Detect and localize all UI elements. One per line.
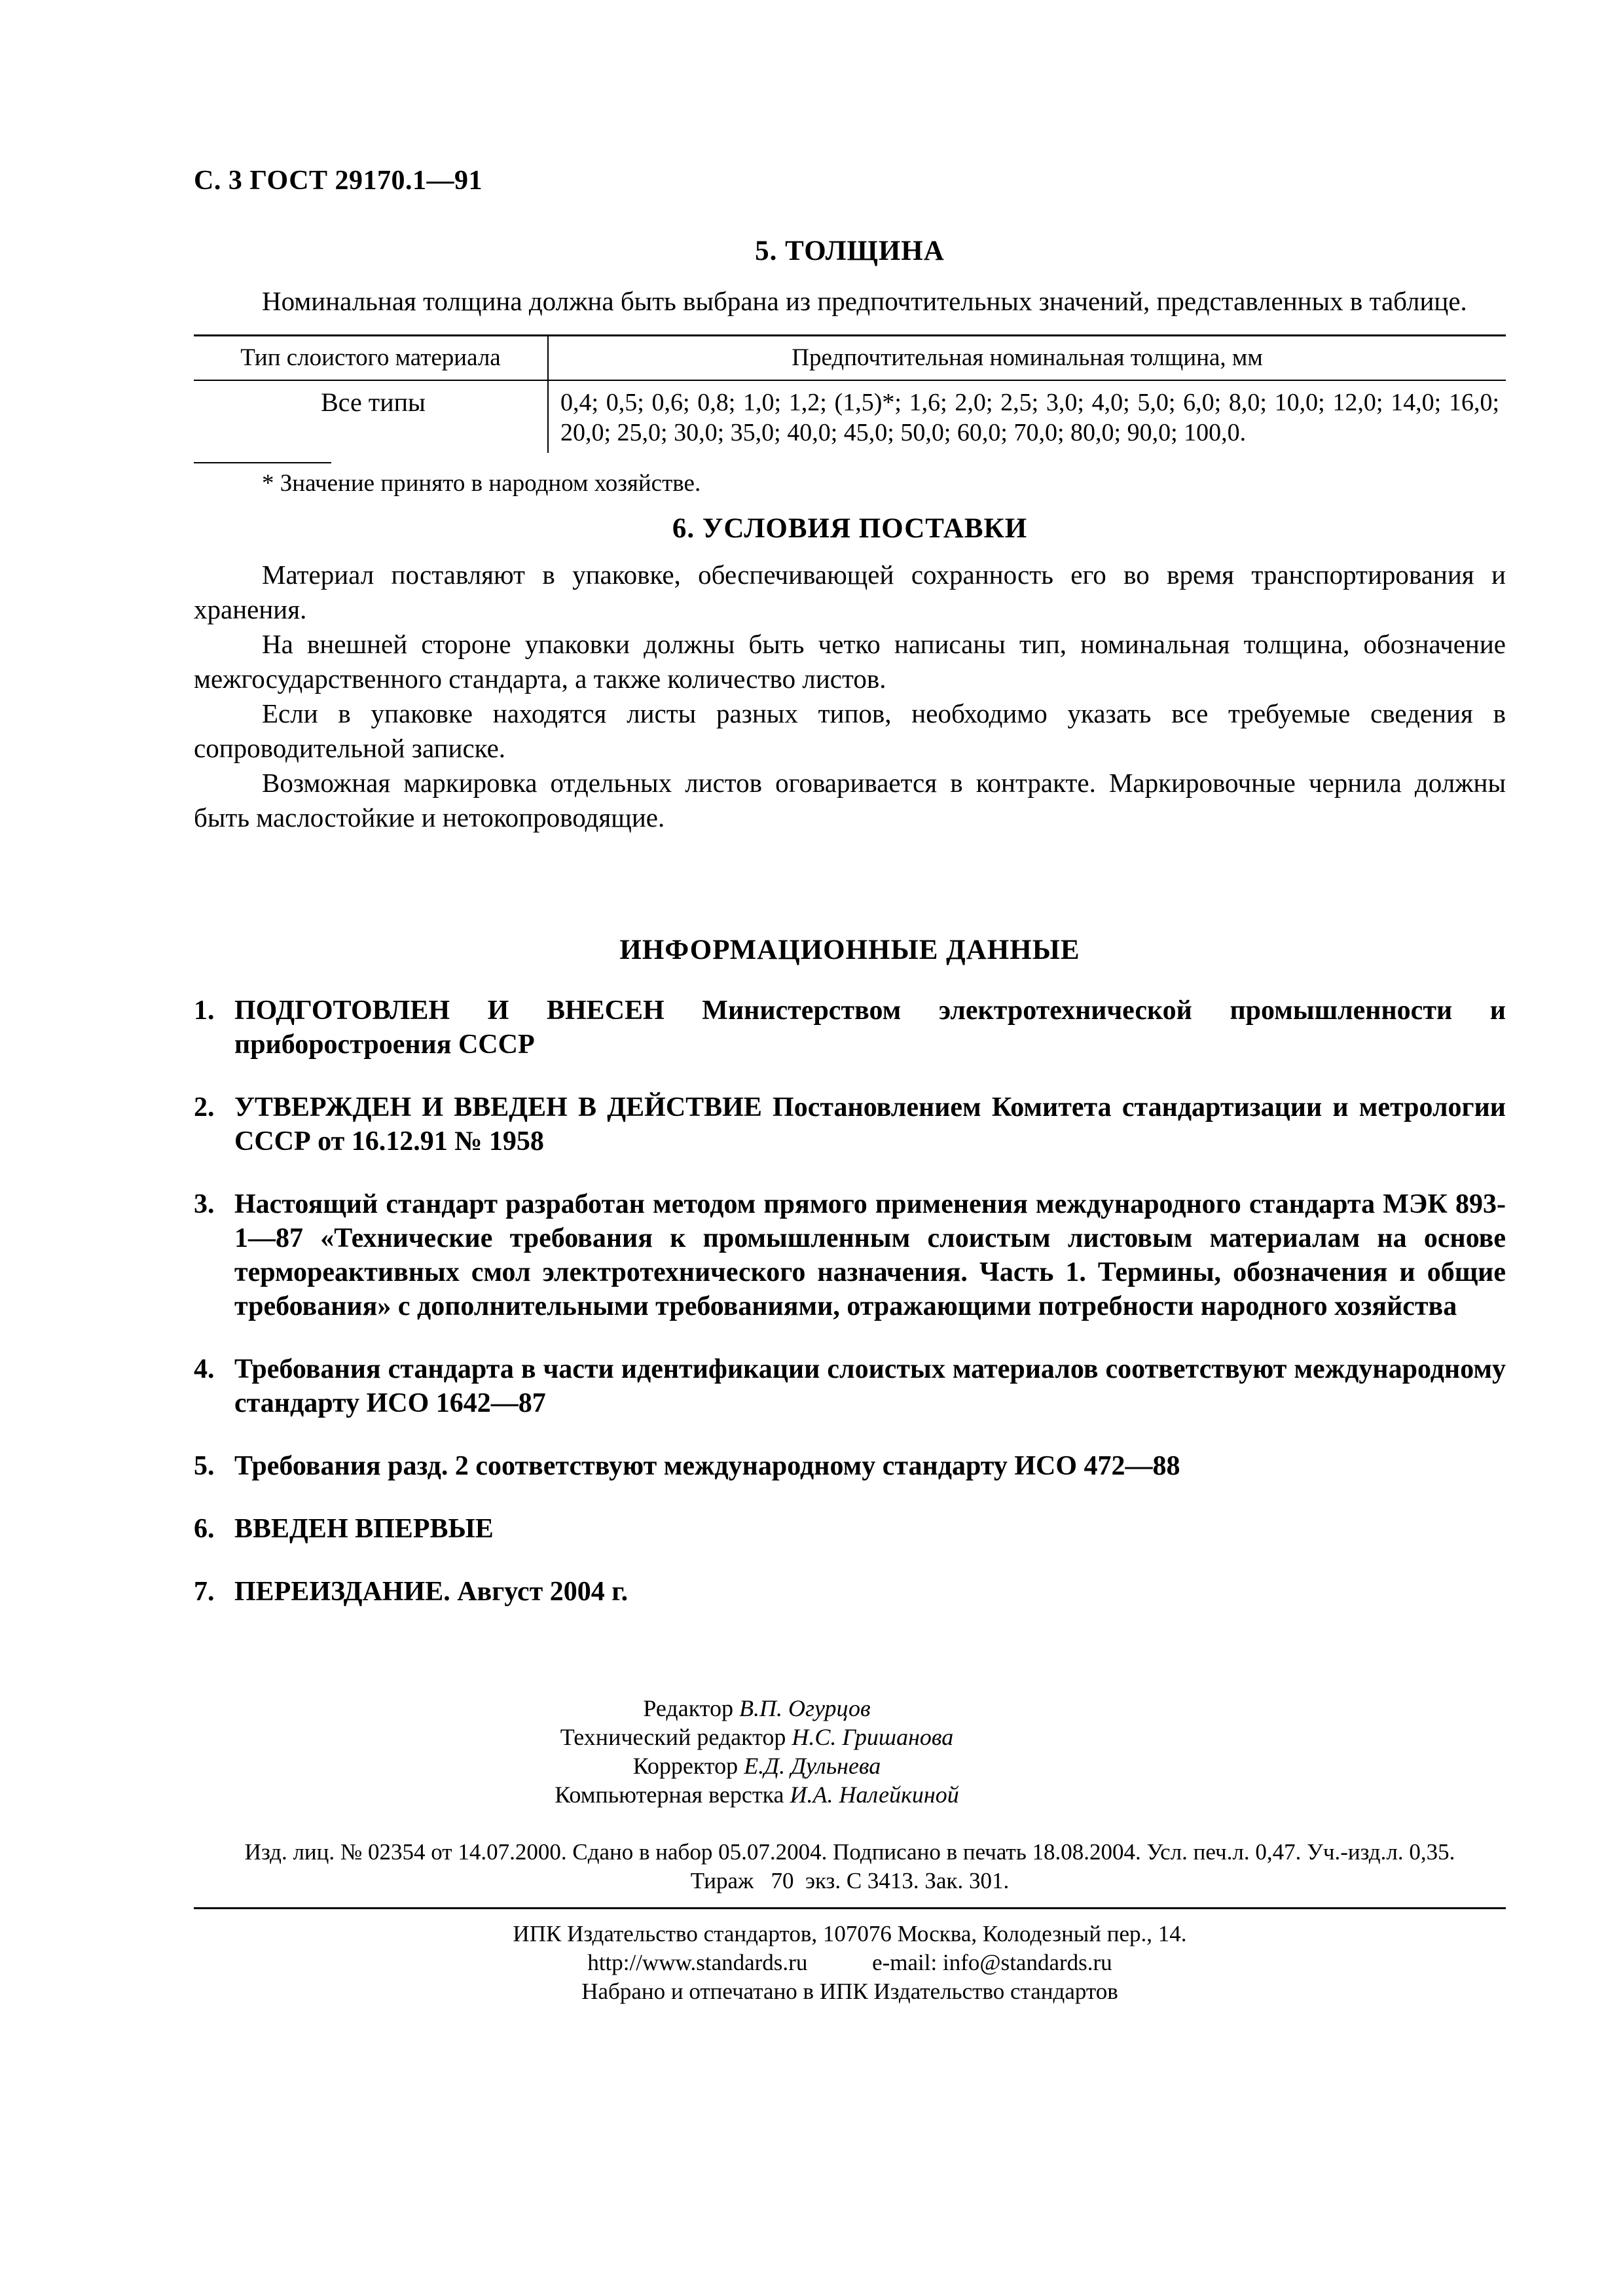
print-info <box>194 1838 1506 1895</box>
credit-corrector-name: Е.Д. Дульнева <box>744 1753 881 1779</box>
table-row <box>194 380 1506 453</box>
footnote: * Значение принято в народном хозяйстве. <box>262 470 701 497</box>
info-item-text: Требования стандарта в части идентификации слоистых материалов соответствуют международному стандарту ИСО 1642—87 <box>234 1354 1506 1418</box>
table-cell-type: Все типы <box>194 380 548 453</box>
info-item-number: 3. <box>194 1189 215 1219</box>
credit-tech-editor-name: Н.С. Гришанова <box>792 1724 954 1750</box>
info-title: ИНФОРМАЦИОННЫЕ ДАННЫЕ <box>619 935 1080 965</box>
publisher-rule <box>194 1907 1506 1909</box>
credit-tech-editor <box>364 1723 1150 1751</box>
info-item-text: ПЕРЕИЗДАНИЕ. Август 2004 г. <box>234 1577 629 1607</box>
info-item-number: 5. <box>194 1451 215 1481</box>
info-item-text: Настоящий стандарт разработан методом прямого применения международного стандарта МЭК 893-1—87 «Технические требования к промышленным слоистым листовым материалам на основе термореактивных смол электротехнического назначения. Часть 1. Термины, обозначения и общие требования» с дополнительными требованиями, отражающими потребности народного хозяйства <box>234 1189 1506 1321</box>
section-5-intro: Номинальная толщина должна быть выбрана из предпочтительных значений, представленных в таблице. <box>262 286 1467 316</box>
info-item <box>194 1575 1506 1609</box>
publisher-block <box>194 1920 1506 2006</box>
credit-editor-name: В.П. Огурцов <box>739 1695 871 1721</box>
info-item-text: ПОДГОТОВЛЕН И ВНЕСЕН Министерством электротехнической промышленности и приборостроения СССР <box>234 996 1506 1060</box>
info-item-number: 2. <box>194 1092 215 1122</box>
print-info-line: Изд. лиц. № 02354 от 14.07.2000. Сдано в набор 05.07.2004. Подписано в печать 18.08.2004. Усл. печ.л. 0,47. Уч.-изд.л. 0,35. <box>244 1839 1455 1865</box>
credit-corrector <box>364 1751 1150 1780</box>
table-col-header-type: Тип слоистого материала <box>194 336 548 381</box>
info-item <box>194 1187 1506 1323</box>
info-item <box>194 1090 1506 1158</box>
section-6-paragraph: Материал поставляют в упаковке, обеспечивающей сохранность его во время транспортирования и хранения. <box>194 560 1506 624</box>
document-page <box>194 164 1506 2006</box>
info-item-text: УТВЕРЖДЕН И ВВЕДЕН В ДЕЙСТВИЕ Постановлением Комитета стандартизации и метрологии СССР от 16.12.91 № 1958 <box>234 1092 1506 1157</box>
credit-tech-editor-label: Технический редактор <box>560 1724 786 1750</box>
section-6-title: 6. УСЛОВИЯ ПОСТАВКИ <box>672 513 1028 544</box>
section-6-paragraph: Возможная маркировка отдельных листов оговаривается в контракте. Маркировочные чернила должны быть маслостойкие и нетокопроводящие. <box>194 768 1506 833</box>
credit-editor <box>364 1694 1150 1723</box>
table-header-row <box>194 336 1506 381</box>
section-6-paragraph: Если в упаковке находятся листы разных типов, необходимо указать все требуемые сведения в сопроводительной записке. <box>194 698 1506 763</box>
credits-block <box>364 1694 1150 1809</box>
publisher-printed-by: Набрано и отпечатано в ИПК Издательство стандартов <box>581 1979 1118 2004</box>
info-item <box>194 1352 1506 1420</box>
info-item-number: 1. <box>194 996 215 1026</box>
table-cell-thickness-values: 0,4; 0,5; 0,6; 0,8; 1,0; 1,2; (1,5)*; 1,6; 2,0; 2,5; 3,0; 4,0; 5,0; 6,0; 8,0; 10,0; 12,0; 14,0; 16,0; 20,0; 25,0; 30,0; 35,0; 40,0; 45,0; 50,0; 60,0; 70,0; 80,0; 90,0; 100,0. <box>560 389 1499 446</box>
info-item <box>194 1449 1506 1483</box>
section-6-body <box>194 558 1506 835</box>
credit-layout-name: И.А. Налейкиной <box>790 1782 959 1808</box>
section-5-title: 5. ТОЛЩИНА <box>755 236 945 266</box>
publisher-url: http://www.standards.ru <box>587 1950 808 1975</box>
credit-corrector-label: Корректор <box>632 1753 739 1779</box>
info-item <box>194 994 1506 1062</box>
table-col-header-thickness: Предпочтительная номинальная толщина, мм <box>548 336 1506 381</box>
info-item-text: ВВЕДЕН ВПЕРВЫЕ <box>234 1514 494 1544</box>
info-item-number: 6. <box>194 1514 215 1544</box>
credit-layout-label: Компьютерная верстка <box>555 1782 784 1808</box>
publisher-email: e-mail: info@standards.ru <box>872 1950 1112 1975</box>
info-item-number: 7. <box>194 1577 215 1607</box>
credit-layout <box>364 1780 1150 1809</box>
publisher-contacts <box>194 1948 1506 1977</box>
info-item-text: Требования разд. 2 соответствуют международному стандарту ИСО 472—88 <box>234 1451 1180 1481</box>
footnote-rule <box>194 462 331 463</box>
section-6-paragraph: На внешней стороне упаковки должны быть четко написаны тип, номинальная толщина, обозначение межгосударственного стандарта, а также количество листов. <box>194 629 1506 694</box>
page-header: С. 3 ГОСТ 29170.1—91 <box>194 166 483 196</box>
info-list <box>194 994 1506 1609</box>
info-item-number: 4. <box>194 1354 215 1384</box>
print-info-line: Тираж 70 экз. С 3413. Зак. 301. <box>690 1868 1010 1893</box>
publisher-address: ИПК Издательство стандартов, 107076 Москва, Колодезный пер., 14. <box>513 1921 1187 1946</box>
thickness-table <box>194 334 1506 453</box>
credit-editor-label: Редактор <box>643 1695 733 1721</box>
info-item <box>194 1512 1506 1546</box>
